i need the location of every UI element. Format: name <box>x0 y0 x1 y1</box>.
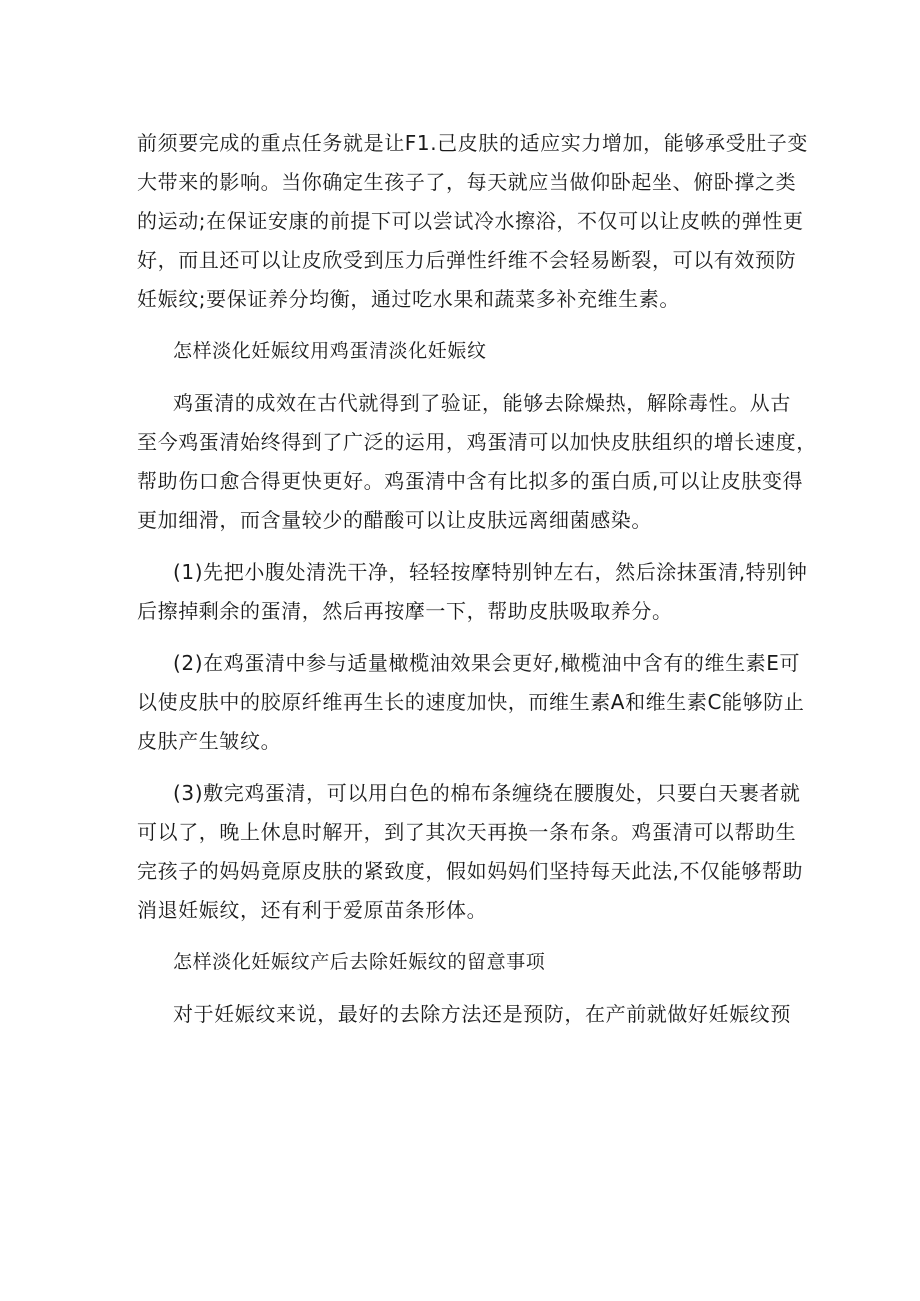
text-line: 妊娠纹;要保证养分均衡，通过吃水果和蔬菜多补充维生素。 <box>137 287 680 311</box>
text-line: 完孩子的妈妈竟原皮肤的紧致度，假如妈妈们坚持每天此法,不仅能够帮助 <box>137 859 804 883</box>
text-line: 大带来的影响。当你确定生孩子了，每天就应当做仰卧起坐、俯卧撑之类 <box>137 170 797 194</box>
text-line: 对于妊娠纹来说，最好的去除方法还是预防，在产前就做好妊娠纹预 <box>173 1002 791 1026</box>
paragraph-6 <box>137 995 793 1034</box>
text-line: 消退妊娠纹，还有利于爱原苗条形体。 <box>137 898 488 922</box>
paragraph-3 <box>137 553 808 631</box>
text-line: 至今鸡蛋清始终得到了广泛的运用，鸡蛋清可以加快皮肤组织的增长速度， <box>137 430 817 454</box>
text-line: 更加细滑，而含量较少的醋酸可以让皮肤远离细菌感染。 <box>137 508 652 532</box>
text-line: 鸡蛋清的成效在古代就得到了验证，能够去除燥热，解除毒性。从古 <box>173 391 791 415</box>
text-line: (1)先把小腹处清洗干净，轻轻按摩特别钟左右，然后涂抹蛋清,特别钟 <box>173 560 808 584</box>
text-line: 以使皮肤中的胶原纤维再生长的速度加快，而维生素A和维生素C能够防止 <box>137 690 805 714</box>
text-line: 好，而且还可以让皮欣受到压力后弹性纤维不会轻易断裂，可以有效预防 <box>137 248 797 272</box>
text-line: 前须要完成的重点任务就是让F1.己皮肤的适应实力增加，能够承受肚子变 <box>137 131 808 155</box>
paragraph-5 <box>137 774 804 930</box>
text-line: 可以了，晚上休息时解开，到了其次天再换一条布条。鸡蛋清可以帮助生 <box>137 820 797 844</box>
text-line: 后擦掉剩余的蛋清，然后再按摩一下，帮助皮肤吸取养分。 <box>137 599 673 623</box>
text-column <box>137 124 817 1047</box>
paragraph-2 <box>137 384 817 540</box>
paragraph-4 <box>137 644 805 761</box>
text-line: 的运动;在保证安康的前提下可以尝试冷水擦浴，不仅可以让皮帙的弹性更 <box>137 209 804 233</box>
text-line: 帮助伤口愈合得更快更好。鸡蛋清中含有比拟多的蛋白质,可以让皮肤变得 <box>137 469 804 493</box>
section-heading-1: 怎样淡化妊娠纹用鸡蛋清淡化妊娠纹 <box>173 340 487 362</box>
text-line: 皮肤产生皱纹。 <box>137 729 282 753</box>
text-line: (3)敷完鸡蛋清，可以用白色的棉布条缠绕在腰腹处，只要白天裹者就 <box>173 781 801 805</box>
paragraph-1 <box>137 124 808 319</box>
section-heading-2: 怎样淡化妊娠纹产后去除妊娠纹的留意事项 <box>173 951 546 973</box>
text-line: (2)在鸡蛋清中参与适量橄榄油效果会更好,橄榄油中含有的维生素E可 <box>173 651 801 675</box>
